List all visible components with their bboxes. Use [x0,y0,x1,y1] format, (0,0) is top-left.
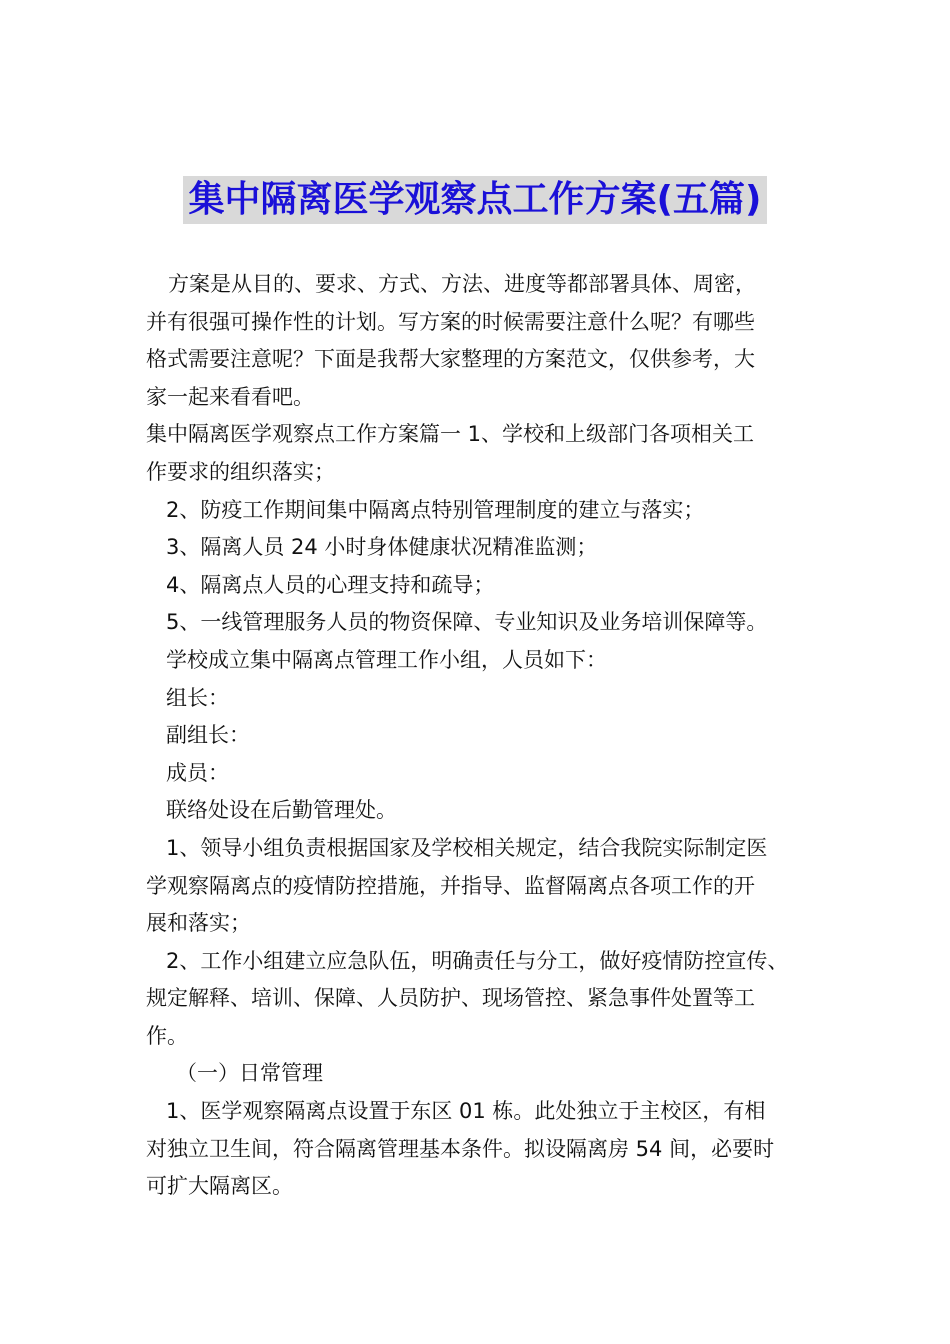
document-body [146,266,826,1206]
list-item: 2、防疫工作期间集中隔离点特别管理制度的建立与落实； [166,497,705,522]
role-label: 组长： [166,685,229,710]
paragraph-line: 作要求的组织落实； [146,459,335,484]
paragraph-line: 规定解释、培训、保障、人员防护、现场管控、紧急事件处置等工 [146,986,755,1011]
document-title: 集中隔离医学观察点工作方案(五篇) [183,176,768,224]
role-label: 副组长： [166,723,250,748]
title-container [0,176,950,224]
paragraph-line: 家一起来看看吧。 [146,384,314,409]
paragraph-line: 对独立卫生间，符合隔离管理基本条件。拟设隔离房 54 间，必要时 [146,1136,775,1161]
paragraph-line: 学校成立集中隔离点管理工作小组，人员如下： [166,647,607,672]
paragraph-line: 格式需要注意呢？下面是我帮大家整理的方案范文，仅供参考，大 [146,347,755,372]
paragraph-line: 方案是从目的、要求、方式、方法、进度等都部署具体、周密， [168,272,756,296]
paragraph-line: 作。 [146,1023,188,1048]
list-item: 1、领导小组负责根据国家及学校相关规定，结合我院实际制定医 [166,835,768,860]
paragraph-line: 展和落实； [146,911,251,936]
paragraph-line: 并有很强可操作性的计划。写方案的时候需要注意什么呢？有哪些 [146,309,755,334]
paragraph-line: 学观察隔离点的疫情防控措施，并指导、监督隔离点各项工作的开 [146,873,755,898]
section-heading: （一）日常管理 [176,1061,323,1086]
paragraph-line: 可扩大隔离区。 [146,1174,293,1199]
list-item: 5、一线管理服务人员的物资保障、专业知识及业务培训保障等。 [166,610,768,635]
role-label: 成员： [166,760,229,785]
list-item: 2、工作小组建立应急队伍，明确责任与分工，做好疫情防控宣传、 [166,948,789,973]
list-item: 4、隔离点人员的心理支持和疏导； [166,572,495,597]
list-item: 1、医学观察隔离点设置于东区 01 栋。此处独立于主校区，有相 [166,1099,766,1124]
paragraph-line: 联络处设在后勤管理处。 [166,798,397,823]
list-item: 3、隔离人员 24 小时身体健康状况精准监测； [166,535,598,560]
paragraph-line: 集中隔离医学观察点工作方案篇一 1、学校和上级部门各项相关工 [146,422,755,447]
